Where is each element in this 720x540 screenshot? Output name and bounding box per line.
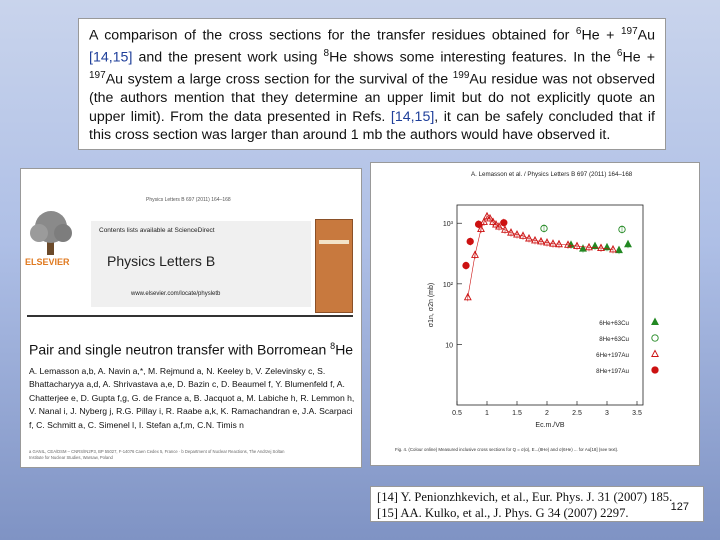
x-tick-label: 2 [545, 410, 549, 417]
x-tick-label: 1.5 [512, 410, 522, 417]
x-tick-label: 3 [605, 410, 609, 417]
legend-marker [652, 335, 658, 341]
references-box [370, 486, 704, 522]
author-list: A. Lemasson a,b, A. Navin a,*, M. Rejmund a, N. Keeley b, V. Zelevinsky c, S. Bhattacharyya a,d, A. Shrivastava a,e, D. Bazin c, D. Beaumel f, Y. Blumenfeld f, A. Chatterjee e, D. Gupta f,g, G. de France a, B. Jacquot a, M. Labiche h, R. Lemmon h, V. Nanal i, J. Nyberg j, R.G. Pillay i, R. Raabe a,k, K. Ramachandran e, J.A. Scarpaci f, C. Schmitt a, C. Simenel l, I. Stefan a,f,m, C.N. Timis n [29, 366, 355, 430]
figure-header: A. Lemasson et al. / Physics Letters B 697 (2011) 164–168 [471, 171, 633, 178]
legend-marker [652, 367, 658, 373]
y-tick-label: 10 [445, 342, 453, 350]
journal-homepage: www.elsevier.com/locate/physletb [131, 291, 221, 297]
quote-text: Au system a large cross section for the survival of the [105, 72, 453, 89]
y-tick-label: 10³ [442, 221, 453, 229]
quote-reference: [14,15] [390, 108, 435, 125]
legend-label: 6He+63Cu [599, 320, 629, 327]
slide-number: 127 [670, 501, 689, 513]
legend-label: 8He+63Cu [599, 336, 629, 343]
quote-text: A comparison of the cross sections for the transfer residues obtained for [89, 27, 576, 44]
quote-superscript: 6 [575, 26, 582, 37]
x-tick-label: 0.5 [452, 410, 462, 417]
data-point [463, 262, 469, 268]
legend-marker [652, 319, 658, 325]
elsevier-tree-icon [27, 209, 75, 255]
journal-name: Physics Letters B [107, 253, 216, 269]
quote-text: Au residue was not observed (the authors mention that they determine an upper limit but do not explicitly quote an upper limit). From the data presented in Refs. [89, 72, 655, 125]
legend-label: 6He+197Au [596, 352, 629, 359]
affiliations: a GANIL, CEA/DSM – CNRS/IN2P3, BP 55027, F-14076 Caen Cedex 5, France · b Department of Nuclear Reactions, The Andrzej Soltan Institute for Nuclear Studies, Warsaw, Poland [29, 449, 285, 460]
cross-section-plot [371, 163, 700, 466]
legend-label: 8He+197Au [596, 368, 629, 375]
data-point [625, 241, 631, 247]
data-point [475, 221, 481, 227]
quote-text: Au [637, 27, 656, 44]
y-axis-label: σ1n, σ2n (mb) [428, 282, 435, 328]
quote-text: He + [581, 27, 621, 44]
quote-superscript: 197 [620, 26, 638, 37]
x-tick-label: 3.5 [632, 410, 642, 417]
y-tick-label: 10² [442, 281, 453, 289]
quote-superscript: 197 [89, 70, 106, 82]
paper-title: Pair and single neutron transfer with Borromean $^8$He [29, 341, 354, 358]
quote-text: , it can be safely concluded that if this cross section was larger than around 1 mb the authors would have observed it. [89, 108, 655, 144]
header-rule [27, 315, 353, 317]
reference-15: [15] AA. Kulko, et al., J. Phys. G 34 (2007) 2297. [377, 506, 629, 520]
x-tick-label: 1 [485, 410, 489, 417]
data-point [616, 247, 622, 253]
figure-caption: Fig. 4. (Colour online) Measured inclusive cross sections for Q = σ(α), E...(8He) and σ(6He) ... for Au[18] (see text). [395, 447, 619, 452]
quote-reference: [14,15] [89, 49, 133, 66]
journal-cover [315, 219, 353, 313]
quote-text: and the present work using [132, 49, 324, 66]
quote-superscript: 199 [452, 70, 470, 82]
reference-14: [14] Y. Penionzhkevich, et al., Eur. Phys. J. 31 (2007) 185. [377, 490, 673, 504]
quote-text: He shows some interesting features. In the [329, 49, 617, 66]
quote-text: He + [622, 49, 655, 66]
journal-reference: Physics Letters B 697 (2011) 164–168 [146, 197, 231, 203]
data-point [501, 220, 507, 226]
x-tick-label: 2.5 [572, 410, 582, 417]
x-axis-label: Ec.m./VB [535, 422, 565, 429]
legend-marker [652, 351, 658, 357]
paper-snapshot [20, 168, 362, 468]
quote-superscript: 6 [616, 48, 623, 60]
publisher-logo: ELSEVIER [25, 257, 70, 267]
quote-box [78, 18, 666, 150]
data-point [467, 238, 473, 244]
plot-frame [457, 205, 643, 405]
quote-superscript: 8 [323, 48, 330, 60]
figure-panel [370, 162, 700, 466]
contents-line: Contents lists available at ScienceDirect [99, 227, 215, 234]
